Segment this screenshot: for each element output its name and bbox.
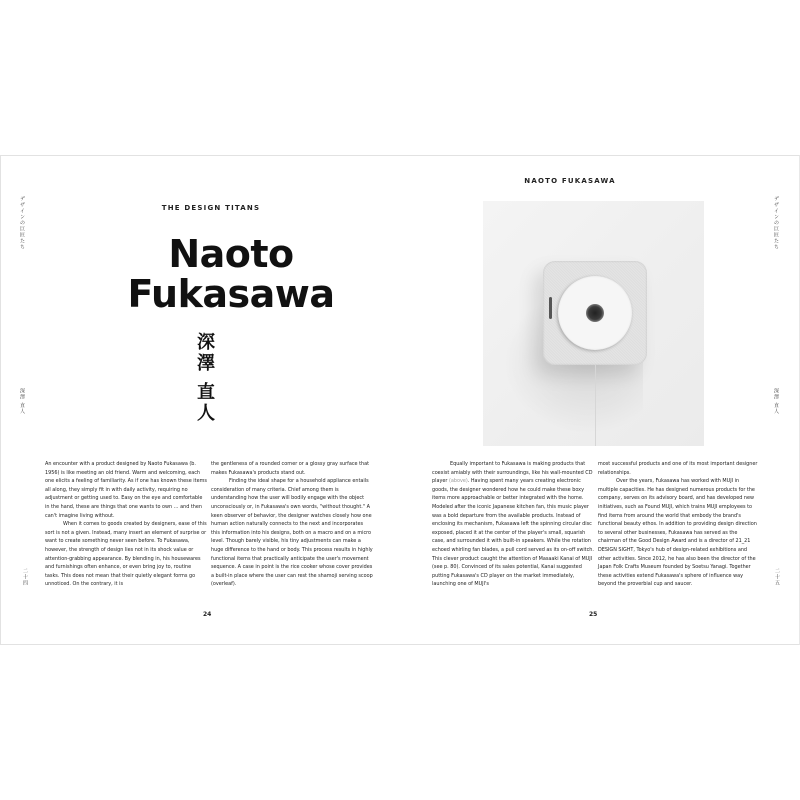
paragraph: most successful products and one of its most important designer relationships. bbox=[598, 461, 758, 476]
body-column-3 bbox=[432, 460, 594, 589]
side-label-name: 深澤 直人 bbox=[19, 388, 25, 415]
product-photo-cd-player bbox=[483, 201, 704, 446]
body-column-2 bbox=[211, 460, 373, 589]
paragraph: An encounter with a product designed by Naoto Fukasawa (b. 1956) is like meeting an old friend. Warm and welcoming, each one elicits a feeling of familiarity. As if one has known these items all along, they simply fit in with daily activity, requiring no adjustment or getting used to. Easy on the eye and comfortable in the hand, these are things that one wants to own … and then can't imagine living without. bbox=[45, 461, 207, 519]
paragraph: When it comes to goods created by designers, ease of this sort is not a given. Instead, many insert an element of surprise or want to create something never seen before. To Fukasawa, however, the strength of design lies not in its shock value or attention-grabbing appearance. By blending in, his housewares and furnishings often enhance, or even bring joy to, routine tasks. This does not mean that their quietly elegant forms go unnoticed. On the contrary, it is bbox=[45, 521, 207, 588]
kanji-name bbox=[194, 332, 218, 424]
page-number-right: 25 bbox=[589, 611, 598, 618]
title-first-name: Naoto bbox=[168, 232, 294, 276]
side-label-series: デザインの巨匠たち bbox=[19, 196, 25, 250]
pull-cord bbox=[595, 365, 596, 446]
cd-player-body bbox=[543, 261, 647, 365]
side-label-series: デザインの巨匠たち bbox=[773, 196, 779, 250]
title-last-name: Fukasawa bbox=[127, 272, 335, 316]
section-kicker: THE DESIGN TITANS bbox=[161, 204, 261, 212]
photo-reference: (above) bbox=[448, 478, 468, 485]
page-title bbox=[111, 234, 351, 314]
side-label-name: 深澤 直人 bbox=[773, 388, 779, 415]
side-label-page-kanji: 二十五 bbox=[774, 568, 780, 586]
cd-slot bbox=[549, 297, 552, 319]
kanji-char: 深 bbox=[197, 332, 215, 353]
running-header: NAOTO FUKASAWA bbox=[524, 177, 616, 185]
paragraph: Over the years, Fukasawa has worked with MUJI in multiple capacities. He has designed numerous products for the company, serves on its advisory board, and has developed new initiatives, such as Found MUJI, which trains MUJI employees to find items from around the world that embody the brand's functional beauty ethos. In addition to providing design direction to several other businesses, Fukasawa has served as the chairman of the Good Design Award and is a director of 21_21 DESIGN SIGHT, Tokyo's hub of design-related exhibitions and other activities. Since 2012, he has also been the director of the Japan Folk Crafts Museum founded by Soetsu Yanagi. Together these activities extend Fukasawa's sphere of influence way beyond the proverbial cup and saucer. bbox=[598, 478, 757, 588]
page-number-left: 24 bbox=[203, 611, 212, 618]
kanji-char: 人 bbox=[197, 403, 215, 424]
cd-disc bbox=[558, 276, 632, 350]
paragraph: the gentleness of a rounded corner or a glossy gray surface that makes Fukasawa's products stand out. bbox=[211, 461, 370, 476]
body-column-1 bbox=[45, 460, 207, 589]
book-spread bbox=[0, 155, 800, 645]
kanji-char: 直 bbox=[197, 382, 215, 403]
disc-hub bbox=[586, 304, 604, 322]
side-label-page-kanji: 二十四 bbox=[22, 568, 28, 586]
paragraph: Equally important to Fukasawa is making products that coexist amiably with their surroundings, like his wall-mounted CD player (above). Having spent many years creating electronic goods, the designer wondered how he could make these boxy items more approachable or better integrated with the home. Modeled after the iconic Japanese kitchen fan, this music player was a bold departure from the available products. Instead of enclosing its mechanism, Fukasawa left the spinning circular disc exposed, placed it at the center of the player's small, squarish case, and surrounded it with built-in speakers. While the rotation echoed whirling fan blades, a pull cord served as its on-off switch. This clever product caught the attention of Masaaki Kanai of MUJI (see p. 80). Convinced of its sales potential, Kanai suggested putting Fukasawa's CD player on the market immediately, launching one of MUJI's bbox=[432, 461, 594, 588]
right-page bbox=[400, 156, 799, 644]
kanji-char: 澤 bbox=[197, 353, 215, 374]
left-page bbox=[1, 156, 400, 644]
paragraph: Finding the ideal shape for a household appliance entails consideration of many criteria. Chief among them is understanding how the user will bodily engage with the object unconsciously or, in Fukasawa's own words, "without thought." A keen observer of behavior, the designer watches closely how one human action naturally connects to the next and incorporates this information into his designs, both on a macro and on a micro level. Though barely visible, his tiny adjustments can make a huge difference to the hand or body. This process results in highly functional items that practically anticipate the user's movement sequence. A case in point is the rice cooker whose cover provides a built-in place where the user can rest the shamoji serving scoop (overleaf). bbox=[211, 478, 373, 588]
body-column-4 bbox=[598, 460, 760, 589]
